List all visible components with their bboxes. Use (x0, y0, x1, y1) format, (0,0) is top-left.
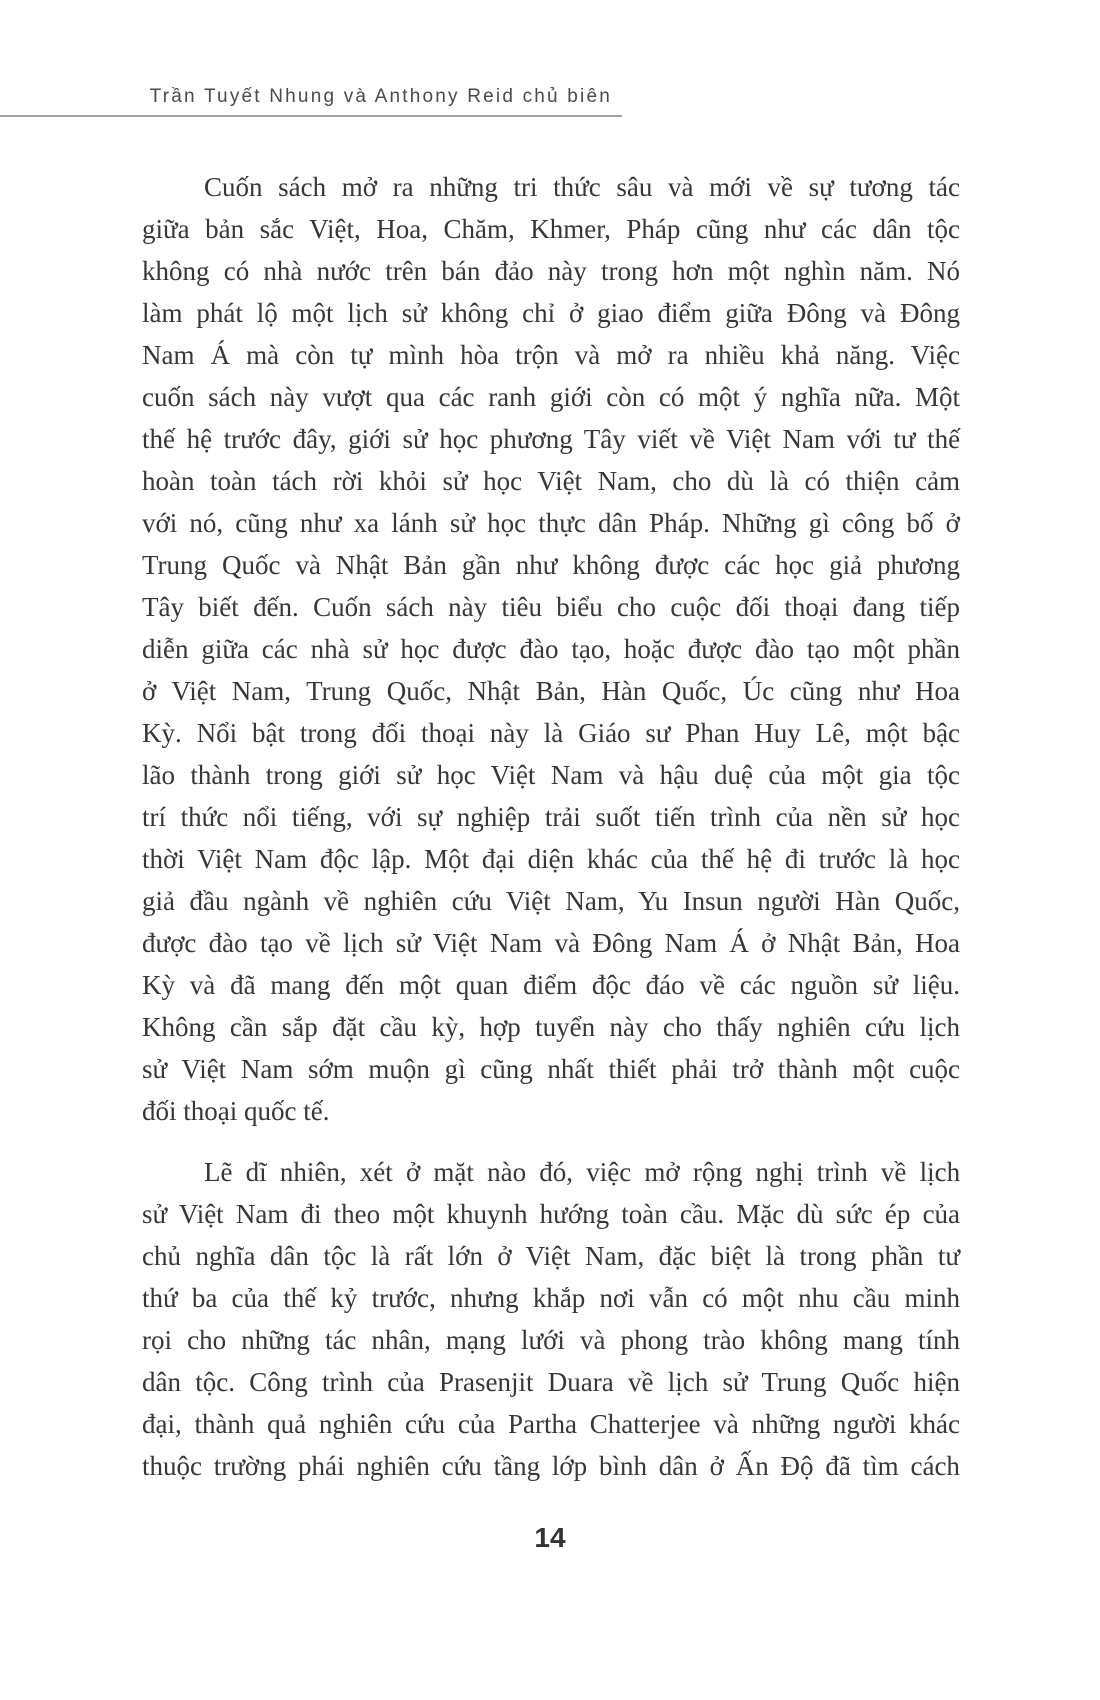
text-line: Kỳ và đã mang đến một quan điểm độc đáo về các nguồn sử liệu. (142, 970, 961, 1000)
running-header (0, 86, 622, 117)
text-line: chủ nghĩa dân tộc là rất lớn ở Việt Nam, đặc biệt là trong phần tư (142, 1241, 961, 1271)
text-line: Cuốn sách mở ra những tri thức sâu và mới về sự tương tác (204, 172, 960, 202)
text-line: trí thức nổi tiếng, với sự nghiệp trải suốt tiến trình của nền sử học (142, 802, 960, 832)
paragraph (142, 1151, 960, 1487)
text-line: ở Việt Nam, Trung Quốc, Nhật Bản, Hàn Quốc, Úc cũng như Hoa (142, 676, 961, 706)
text-line: được đào tạo về lịch sử Việt Nam và Đông Nam Á ở Nhật Bản, Hoa (142, 928, 960, 958)
text-line: dân tộc. Công trình của Prasenjit Duara về lịch sử Trung Quốc hiện (142, 1367, 961, 1397)
text-line: giả đầu ngành về nghiên cứu Việt Nam, Yu Insun người Hàn Quốc, (142, 886, 961, 916)
text-line: Nam Á mà còn tự mình hòa trộn và mở ra nhiều khả năng. Việc (142, 340, 960, 370)
text-line: thời Việt Nam độc lập. Một đại diện khác của thế hệ đi trước là học (142, 844, 961, 874)
text-line: thế hệ trước đây, giới sử học phương Tây viết về Việt Nam với tư thế (142, 424, 961, 454)
text-line: thứ ba của thế kỷ trước, nhưng khắp nơi vẫn có một nhu cầu minh (142, 1283, 960, 1313)
text-line: Không cần sắp đặt cầu kỳ, hợp tuyển này cho thấy nghiên cứu lịch (142, 1012, 961, 1042)
page-number: 14 (534, 1522, 566, 1553)
body-text (142, 166, 960, 1487)
text-line: diễn giữa các nhà sử học được đào tạo, hoặc được đào tạo một phần (142, 634, 960, 664)
text-line: rọi cho những tác nhân, mạng lưới và phong trào không mang tính (142, 1325, 960, 1355)
text-line: cuốn sách này vượt qua các ranh giới còn có một ý nghĩa nữa. Một (142, 382, 960, 412)
text-line: Tây biết đến. Cuốn sách này tiêu biểu cho cuộc đối thoại đang tiếp (142, 592, 960, 622)
text-line: làm phát lộ một lịch sử không chỉ ở giao điểm giữa Đông và Đông (142, 298, 960, 328)
text-line: đại, thành quả nghiên cứu của Partha Chatterjee và những người khác (142, 1409, 961, 1439)
text-line: không có nhà nước trên bán đảo này trong hơn một nghìn năm. Nó (142, 256, 961, 286)
paragraph (142, 166, 960, 1132)
text-line: hoàn toàn tách rời khỏi sử học Việt Nam, cho dù là có thiện cảm (142, 466, 961, 496)
text-line: thuộc trường phái nghiên cứu tầng lớp bình dân ở Ấn Độ đã tìm cách (142, 1451, 960, 1481)
text-line: Kỳ. Nổi bật trong đối thoại này là Giáo sư Phan Huy Lê, một bậc (142, 718, 961, 748)
text-line: Lẽ dĩ nhiên, xét ở mặt nào đó, việc mở rộng nghị trình về lịch (204, 1157, 961, 1187)
text-line: sử Việt Nam sớm muộn gì cũng nhất thiết phải trở thành một cuộc (142, 1054, 961, 1084)
text-line: lão thành trong giới sử học Việt Nam và hậu duệ của một gia tộc (142, 760, 960, 790)
text-line: đối thoại quốc tế. (142, 1096, 330, 1126)
text-line: giữa bản sắc Việt, Hoa, Chăm, Khmer, Pháp cũng như các dân tộc (142, 214, 960, 244)
text-line: sử Việt Nam đi theo một khuynh hướng toàn cầu. Mặc dù sức ép của (142, 1199, 961, 1229)
text-line: Trung Quốc và Nhật Bản gần như không được các học giả phương (142, 550, 960, 580)
running-header-byline: Trần Tuyết Nhung và Anthony Reid chủ biên (149, 86, 612, 107)
text-line: với nó, cũng như xa lánh sử học thực dân Pháp. Những gì công bố ở (142, 508, 960, 538)
